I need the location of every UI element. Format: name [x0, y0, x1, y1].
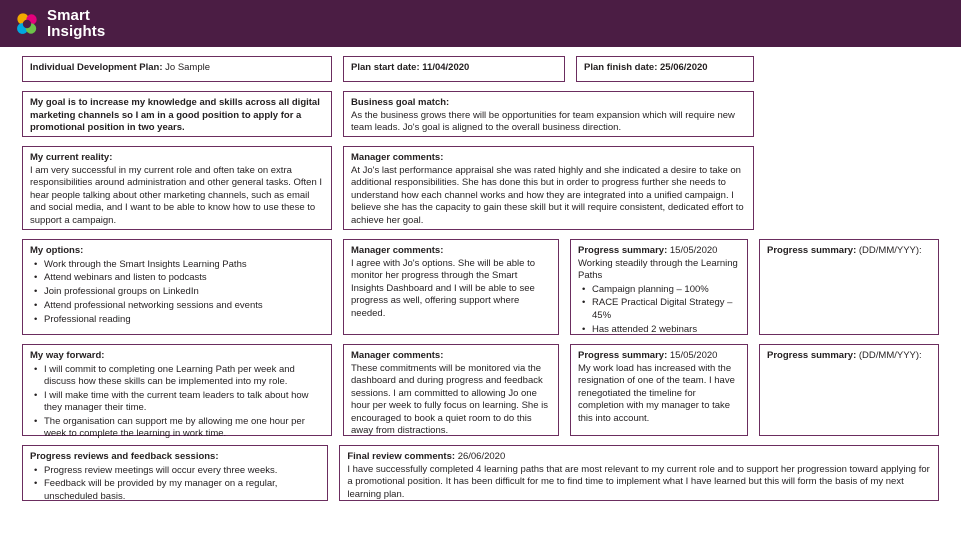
final-review-text: I have successfully completed 4 learning paths that are most relevant to my current role and to support her progression toward applying for a promotional position. It has been difficult for me to find time to implement what I have learned but this will form the basis of my next learning plan. [347, 463, 930, 500]
plan-finish-date-label: Plan finish date: [584, 62, 658, 73]
options-progress-2-label: Progress summary: [767, 245, 857, 256]
list-item: • I will commit to completing one Learning Path per week and discuss how these skills can be implemented into my role. [44, 364, 324, 389]
options-progress-summary-1-cell [570, 239, 748, 335]
list-item: • Join professional groups on LinkedIn [44, 286, 324, 298]
list-item: • Attend professional networking sessions and events [44, 300, 324, 312]
options-manager-comments-label: Manager comments: [351, 245, 444, 256]
plan-finish-date-cell [576, 56, 754, 82]
business-goal-match-cell [343, 91, 754, 137]
business-goal-text: As the business grows there will be opportunities for team expansion which will require new team leads. Jo's goal is aligned to the overall business direction. [351, 109, 735, 134]
progress-reviews-cell [22, 445, 328, 501]
list-item: • Has attended 2 webinars [592, 324, 740, 336]
plan-start-date-cell [343, 56, 565, 82]
progress-reviews-list [30, 465, 320, 504]
list-item: • Attend webinars and listen to podcasts [44, 272, 324, 284]
way-forward-progress-1-text: My work load has increased with the resignation of one of the team. I have renegotiated the timeline for completion with my manager to take this into account. [578, 362, 735, 424]
way-forward-row [22, 344, 939, 440]
final-review-date: 26/06/2020 [457, 451, 506, 462]
business-goal-label: Business goal match: [351, 97, 450, 108]
way-forward-progress-1-date: 15/05/2020 [669, 350, 718, 361]
plan-header-row [22, 56, 939, 82]
options-progress-1-heading [578, 245, 740, 258]
list-item: • I will make time with the current team leaders to talk about how they manager their time. [44, 390, 324, 415]
app-header [0, 0, 961, 47]
options-progress-1-text: Working steadily through the Learning Paths [578, 257, 738, 282]
reality-manager-comments-label: Manager comments: [351, 152, 444, 163]
list-item: • Professional reading [44, 314, 324, 326]
options-progress-summary-2-cell [759, 239, 939, 335]
list-item: • Work through the Smart Insights Learning Paths [44, 259, 324, 271]
options-progress-1-list [578, 284, 740, 336]
options-progress-2-date: (DD/MM/YYY): [858, 245, 922, 256]
plan-start-date-value: 11/04/2020 [422, 62, 470, 73]
way-forward-progress-2-date: (DD/MM/YYY): [858, 350, 922, 361]
plan-name-cell [22, 56, 332, 82]
options-progress-1-label: Progress summary: [578, 245, 668, 256]
way-forward-progress-1-heading [578, 350, 740, 363]
way-forward-progress-summary-1-cell [570, 344, 748, 436]
my-way-forward-list [30, 364, 324, 441]
way-forward-manager-comments-label: Manager comments: [351, 350, 444, 361]
options-progress-1-date: 15/05/2020 [669, 245, 718, 256]
plan-start-date-label: Plan start date: [351, 62, 420, 73]
way-forward-progress-2-label: Progress summary: [767, 350, 857, 361]
options-progress-2-heading [767, 245, 931, 258]
my-way-forward-cell [22, 344, 332, 440]
my-options-list [30, 259, 324, 327]
current-reality-label: My current reality: [30, 152, 113, 163]
my-goal-cell [22, 91, 332, 137]
list-item: • RACE Practical Digital Strategy – 45% [592, 297, 740, 322]
progress-reviews-label: Progress reviews and feedback sessions: [30, 451, 219, 462]
development-plan-sheet [0, 47, 961, 501]
way-forward-progress-summary-2-cell [759, 344, 939, 436]
final-review-heading [347, 451, 931, 464]
smart-insights-logo [14, 8, 105, 39]
list-item: • Feedback will be provided by my manager on a regular, unscheduled basis. [44, 478, 320, 503]
reality-manager-comments-text: At Jo's last performance appraisal she was rated highly and she indicated a desire to take on additional responsibilities. She has done this but in order to progress further she needs to understand how each channel works and how they are integrated into a unified campaign. I believe she has the capacity to gain these skill but it will require consistent, dedicated effort to achieve her goal. [351, 164, 744, 226]
final-review-comments-cell [339, 445, 939, 501]
reviews-row [22, 445, 939, 501]
options-manager-comments-cell [343, 239, 559, 335]
goal-row [22, 91, 939, 137]
logo-wordmark [47, 8, 105, 39]
way-forward-progress-2-heading [767, 350, 931, 363]
my-way-forward-label: My way forward: [30, 350, 105, 361]
list-item: • Campaign planning – 100% [592, 284, 740, 296]
options-manager-comments-text: I agree with Jo's options. She will be able to monitor her progress through the Smart Insights Dashboard and I will be able to see progress as well, offering support where needed. [351, 257, 536, 319]
plan-finish-date-value: 25/06/2020 [660, 62, 708, 73]
plan-name-value: Jo Sample [165, 62, 211, 73]
final-review-label: Final review comments: [347, 451, 456, 462]
smart-insights-mark-icon [14, 11, 40, 37]
way-forward-progress-1-label: Progress summary: [578, 350, 668, 361]
my-options-cell [22, 239, 332, 335]
list-item: • Progress review meetings will occur every three weeks. [44, 465, 320, 477]
logo-line-1: Smart [47, 7, 91, 25]
my-goal-text: My goal is to increase my knowledge and skills across all digital marketing channels so I am in a good position to apply for a promotional position in two years. [30, 97, 320, 134]
current-reality-row [22, 146, 939, 230]
way-forward-manager-comments-text: These commitments will be monitored via the dashboard and during progress and feedback sessions. I am committed to allowing Jo one hour per week to fully focus on learning. She is encouraged to book a quiet room to do this away from distractions. [351, 362, 548, 437]
current-reality-cell [22, 146, 332, 230]
logo-line-2: Insights [47, 22, 106, 40]
way-forward-manager-comments-cell [343, 344, 559, 436]
my-options-label: My options: [30, 245, 84, 256]
list-item: • The organisation can support me by allowing me one hour per week to complete the learning in work time. [44, 416, 324, 441]
plan-name-label: Individual Development Plan: [30, 62, 163, 73]
options-row [22, 239, 939, 335]
current-reality-text: I am very successful in my current role and often take on extra responsibilities around administration and other general tasks. Often I hear people talking about other marketing channels, such as email and social media, and I want to be able to know how to use these to support a campaign. [30, 164, 323, 226]
reality-manager-comments-cell [343, 146, 754, 230]
